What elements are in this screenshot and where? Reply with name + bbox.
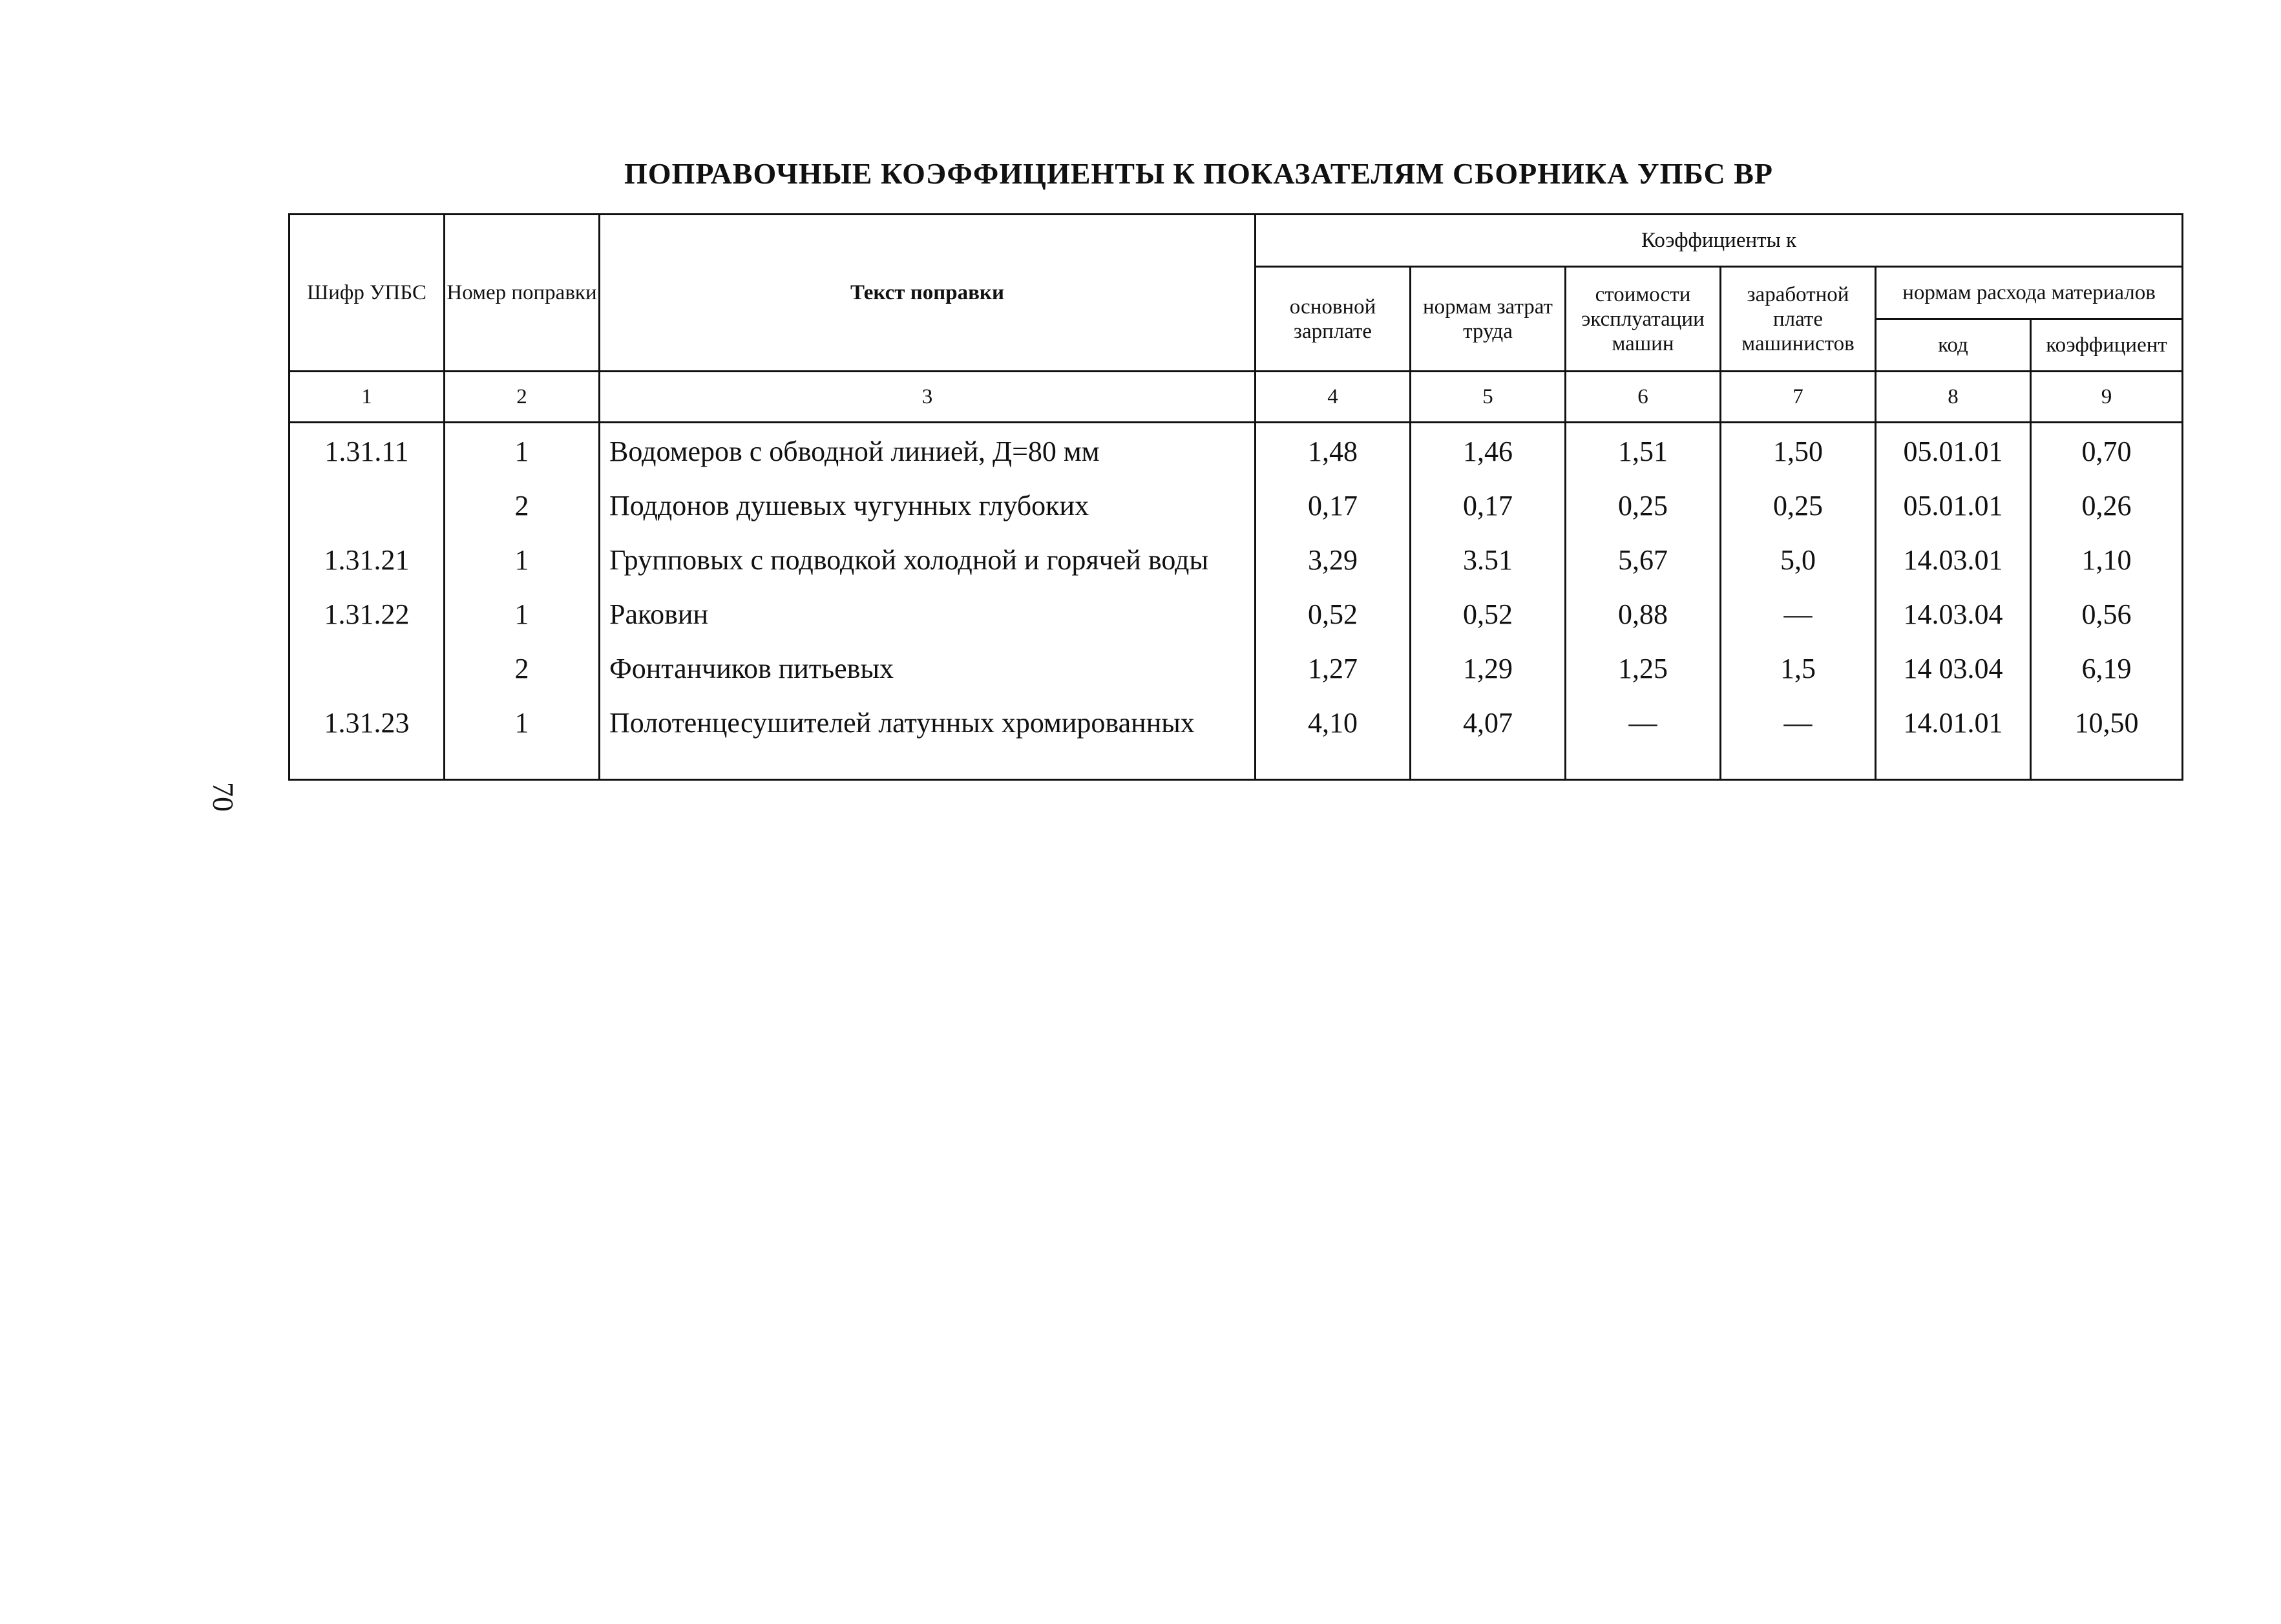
cell-material-code: 05.01.01 — [1876, 423, 2031, 478]
cell-number: 1 — [445, 423, 600, 478]
table-row — [289, 423, 2183, 478]
cell-text: Поддонов душевых чугунных глубоких — [600, 478, 1256, 532]
cell-material-coef: 0,70 — [2031, 423, 2183, 478]
header-number: Номер поправки — [445, 215, 600, 372]
column-number: 6 — [1566, 372, 1721, 423]
cell-number: 2 — [445, 478, 600, 532]
column-number: 1 — [289, 372, 445, 423]
cell-number: 2 — [445, 640, 600, 695]
cell-material-coef: 6,19 — [2031, 640, 2183, 695]
cell-number: 1 — [445, 695, 600, 780]
header-material-norms: нормам расхода материалов — [1876, 267, 2183, 319]
cell-base-salary: 0,52 — [1256, 586, 1411, 640]
cell-number: 1 — [445, 586, 600, 640]
cell-code: 1.31.23 — [289, 695, 445, 780]
cell-material-coef: 0,56 — [2031, 586, 2183, 640]
title-text: ПОПРАВОЧНЫЕ КОЭФФИЦИЕНТЫ К ПОКАЗАТЕЛЯМ СБОРНИКА УПБС ВР — [624, 157, 1773, 190]
cell-base-salary: 3,29 — [1256, 532, 1411, 586]
cell-base-salary: 0,17 — [1256, 478, 1411, 532]
header-machinist-salary: заработной плате машинистов — [1721, 267, 1876, 372]
cell-text: Полотенцесушителей латунных хромированных — [600, 695, 1256, 780]
cell-material-code: 05.01.01 — [1876, 478, 2031, 532]
page-number: 70 — [207, 782, 240, 812]
coefficients-table — [288, 213, 2183, 781]
cell-base-salary: 1,48 — [1256, 423, 1411, 478]
cell-machine-cost: 1,51 — [1566, 423, 1721, 478]
cell-code: 1.31.11 — [289, 423, 445, 478]
table-row — [289, 532, 2183, 586]
cell-code: 1.31.21 — [289, 532, 445, 586]
cell-labor-norms: 1,29 — [1411, 640, 1566, 695]
cell-base-salary: 1,27 — [1256, 640, 1411, 695]
cell-material-coef: 1,10 — [2031, 532, 2183, 586]
cell-code — [289, 640, 445, 695]
cell-material-code: 14.01.01 — [1876, 695, 2031, 780]
column-number: 9 — [2031, 372, 2183, 423]
column-number: 2 — [445, 372, 600, 423]
cell-machinist-salary: 0,25 — [1721, 478, 1876, 532]
column-number: 8 — [1876, 372, 2031, 423]
table-row — [289, 695, 2183, 780]
cell-code: 1.31.22 — [289, 586, 445, 640]
cell-text: Фонтанчиков питьевых — [600, 640, 1256, 695]
header-labor-norms: нормам затрат труда — [1411, 267, 1566, 372]
cell-labor-norms: 0,52 — [1411, 586, 1566, 640]
page-title — [0, 156, 2281, 191]
cell-machinist-salary: 5,0 — [1721, 532, 1876, 586]
table-row — [289, 640, 2183, 695]
header-material-code: код — [1876, 319, 2031, 372]
cell-labor-norms: 4,07 — [1411, 695, 1566, 780]
header-code: Шифр УПБС — [289, 215, 445, 372]
cell-machinist-salary: 1,5 — [1721, 640, 1876, 695]
column-number: 4 — [1256, 372, 1411, 423]
table-row — [289, 586, 2183, 640]
column-number: 5 — [1411, 372, 1566, 423]
header-machine-cost: стоимости эксплуатации машин — [1566, 267, 1721, 372]
header-base-salary: основной зарплате — [1256, 267, 1411, 372]
cell-machine-cost: 1,25 — [1566, 640, 1721, 695]
column-number: 7 — [1721, 372, 1876, 423]
cell-material-coef: 10,50 — [2031, 695, 2183, 780]
cell-text: Водомеров с обводной линией, Д=80 мм — [600, 423, 1256, 478]
cell-labor-norms: 1,46 — [1411, 423, 1566, 478]
cell-machine-cost: 0,88 — [1566, 586, 1721, 640]
header-coefficients: Коэффициенты к — [1256, 215, 2183, 267]
header-material-coef: коэффициент — [2031, 319, 2183, 372]
cell-text: Раковин — [600, 586, 1256, 640]
header-text: Текст поправки — [600, 215, 1256, 372]
cell-labor-norms: 3.51 — [1411, 532, 1566, 586]
cell-machine-cost: 0,25 — [1566, 478, 1721, 532]
cell-material-coef: 0,26 — [2031, 478, 2183, 532]
table-row — [289, 478, 2183, 532]
cell-material-code: 14.03.04 — [1876, 586, 2031, 640]
cell-material-code: 14.03.01 — [1876, 532, 2031, 586]
cell-number: 1 — [445, 532, 600, 586]
cell-machine-cost: — — [1566, 695, 1721, 780]
cell-base-salary: 4,10 — [1256, 695, 1411, 780]
cell-text: Групповых с подводкой холодной и горячей воды — [600, 532, 1256, 586]
cell-material-code: 14 03.04 — [1876, 640, 2031, 695]
cell-code — [289, 478, 445, 532]
cell-machinist-salary: 1,50 — [1721, 423, 1876, 478]
cell-labor-norms: 0,17 — [1411, 478, 1566, 532]
cell-machinist-salary: — — [1721, 695, 1876, 780]
cell-machine-cost: 5,67 — [1566, 532, 1721, 586]
cell-machinist-salary: — — [1721, 586, 1876, 640]
column-number: 3 — [600, 372, 1256, 423]
